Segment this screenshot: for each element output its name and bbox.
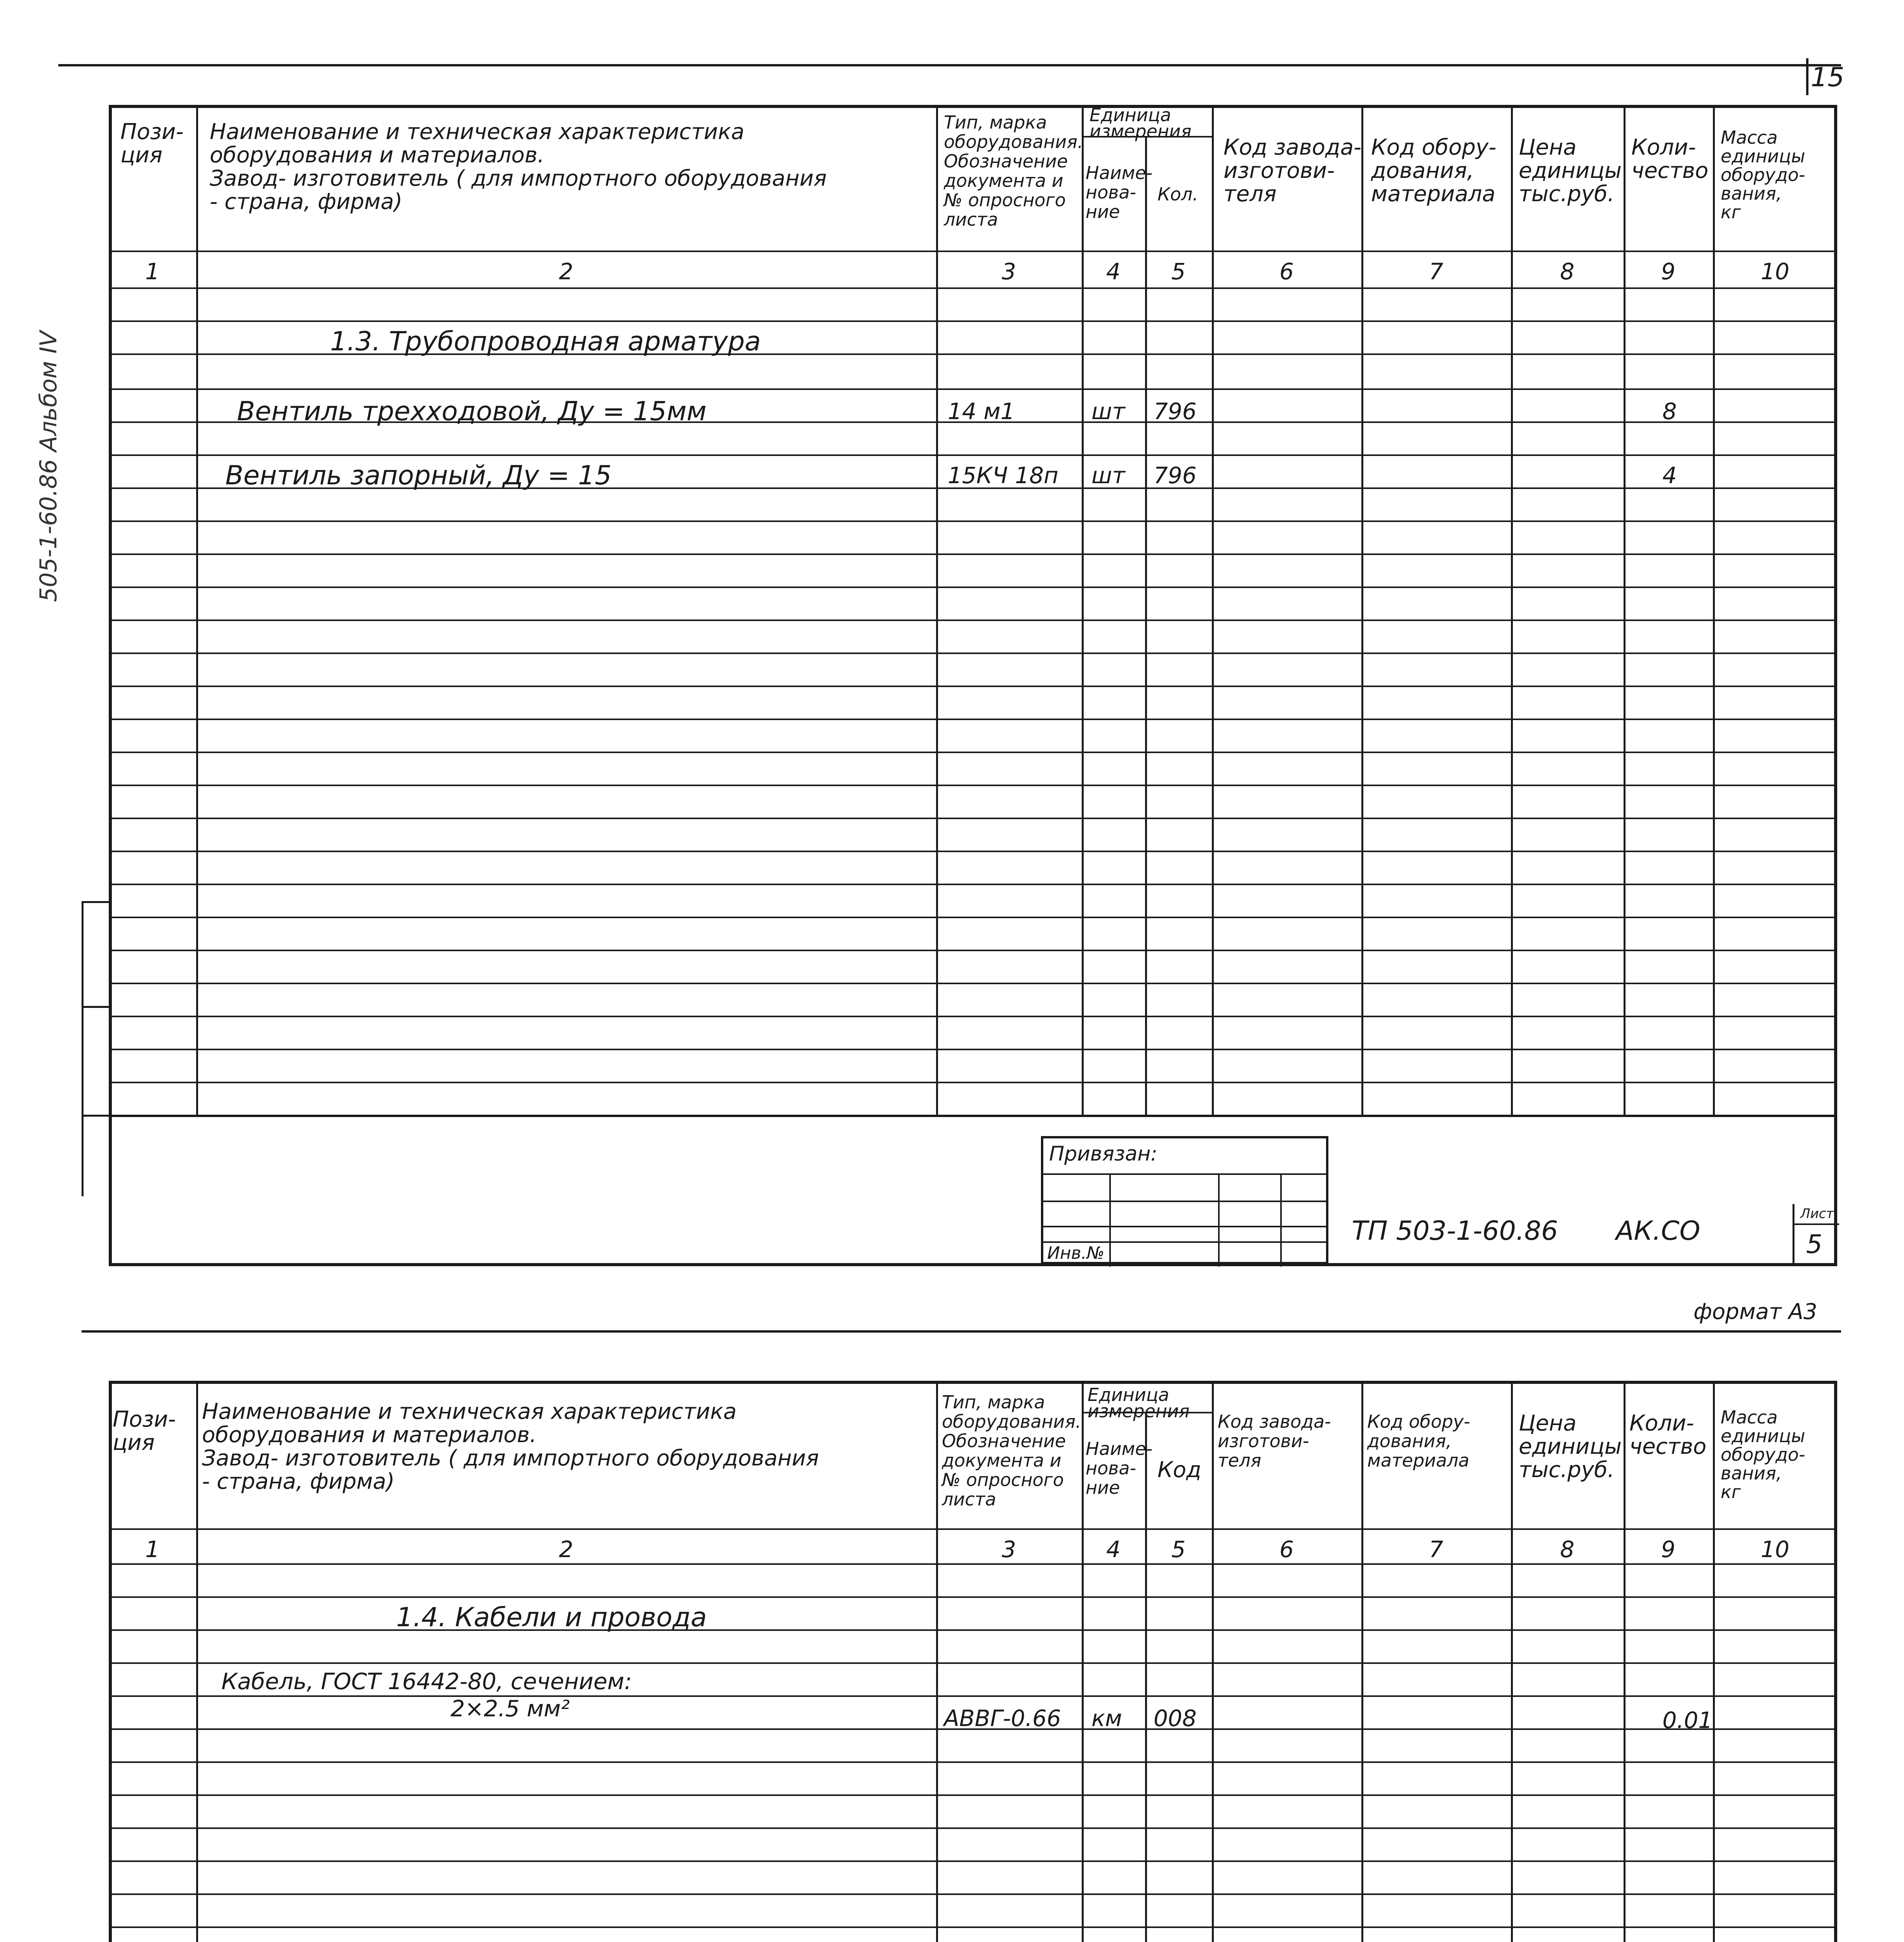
col-line: [1361, 105, 1363, 1115]
col-number: 5: [1171, 1536, 1186, 1563]
top-rule: [58, 64, 1841, 66]
row-code: 008: [1154, 1705, 1197, 1731]
col-number: 3: [1002, 258, 1016, 285]
col-line: [1713, 1381, 1715, 1942]
col-line: [196, 1381, 198, 1942]
format-label: формат А3: [1693, 1299, 1817, 1324]
doc-stage: АК.СО: [1616, 1216, 1700, 1246]
bound-label: Привязан:: [1049, 1142, 1157, 1166]
sheet-number-box: [1793, 1204, 1839, 1266]
inv-label: Инв.№: [1047, 1243, 1105, 1263]
col-number: 3: [1002, 1536, 1016, 1563]
section-title: 1.3. Трубопроводная арматура: [330, 326, 761, 357]
col-number: 1: [145, 1536, 160, 1563]
col-unit-code-header: Кол.: [1157, 184, 1198, 205]
col-name-header: Наименование и техническая характеристика оборудования и материалов. Завод- изготовитель ( для импортного оборудования - страна, фирма): [202, 1399, 819, 1494]
row-qty: 4: [1662, 462, 1677, 489]
col-unit-name-header: Наиме- нова- ние: [1086, 1438, 1153, 1498]
col-line: [1624, 1381, 1626, 1942]
col-number: 6: [1279, 1536, 1294, 1563]
row-type: 14 м1: [948, 398, 1015, 425]
col-mass-header: Масса единицы оборудо- вания, кг: [1721, 1407, 1805, 1502]
col-unit-group-header: Единица измерения: [1089, 104, 1192, 142]
col-line: [936, 105, 938, 1115]
col-line: [1082, 1381, 1084, 1942]
colnum-bottom-line: [109, 287, 1837, 289]
col-number: 4: [1106, 1536, 1121, 1563]
middle-rule: [82, 1330, 1841, 1333]
col-number: 8: [1560, 1536, 1575, 1563]
doc-code: ТП 503-1-60.86: [1352, 1216, 1558, 1246]
row-code: 796: [1154, 398, 1197, 425]
col-line: [1511, 105, 1513, 1115]
sheet-label: Лист: [1800, 1206, 1834, 1222]
col-mass-header: Масса единицы оборудо- вания, кг: [1721, 127, 1805, 223]
col-price-header: Цена единицы тыс.руб.: [1519, 1411, 1622, 1483]
col-number: 9: [1661, 258, 1676, 285]
col-number: 5: [1171, 258, 1186, 285]
header-bottom-line: [109, 251, 1837, 252]
colnum-bottom-line: [109, 1563, 1837, 1565]
row-name: Вентиль запорный, Ду = 15: [225, 460, 612, 491]
col-equip-code-header: Код обору- дования, материала: [1367, 1411, 1470, 1471]
col-plant-code-header: Код завода- изготови- теля: [1224, 135, 1362, 207]
section-title: 1.4. Кабели и провода: [396, 1602, 707, 1633]
col-line: [1624, 105, 1626, 1115]
col-line: [1361, 1381, 1363, 1942]
col-unit-name-header: Наиме- нова- ние: [1086, 162, 1153, 222]
col-equip-code-header: Код обору- дования, материала: [1371, 135, 1497, 207]
row-name: Кабель, ГОСТ 16442-80, сечением:: [221, 1668, 632, 1695]
side-mark: [82, 901, 84, 1196]
side-mark: [82, 901, 109, 903]
col-line: [1212, 1381, 1214, 1942]
row-type: 15КЧ 18п: [948, 462, 1058, 489]
col-line: [1212, 105, 1214, 1115]
header-bottom-line: [109, 1528, 1837, 1530]
col-number: 7: [1429, 258, 1443, 285]
sheet-number: 5: [1806, 1229, 1822, 1259]
col-pos-header: Пози- ция: [120, 119, 184, 168]
col-line: [1511, 1381, 1513, 1942]
sheet-2: [109, 1381, 1837, 1942]
col-line: [1082, 105, 1084, 1115]
col-type-header: Тип, марка оборудования. Обозначение документа и № опросного листа: [944, 112, 1083, 230]
col-price-header: Цена единицы тыс.руб.: [1519, 135, 1622, 207]
col-number: 9: [1661, 1536, 1676, 1563]
col-unit-code-header: Код: [1157, 1457, 1201, 1483]
margin-note: 505-1-60.86 Альбом IV: [35, 331, 62, 602]
col-number: 6: [1279, 258, 1294, 285]
col-number: 2: [559, 258, 573, 285]
col-line: [1713, 105, 1715, 1115]
col-qty-header: Коли- чество: [1631, 135, 1709, 183]
bound-stamp: [1041, 1136, 1328, 1264]
row-code: 796: [1154, 462, 1197, 489]
row-qty: 0.01: [1662, 1707, 1713, 1733]
col-number: 1: [145, 258, 160, 285]
row-name: Вентиль трехходовой, Ду = 15мм: [237, 396, 707, 427]
col-name-header: Наименование и техническая характеристика оборудования и материалов. Завод- изготовитель ( для импортного оборудования - страна, фирма): [210, 119, 827, 214]
col-qty-header: Коли- чество: [1629, 1411, 1707, 1459]
col-line: [936, 1381, 938, 1942]
sheet-1: [109, 105, 1837, 1266]
col-number: 10: [1761, 1536, 1789, 1563]
row-type: АВВГ-0.66: [944, 1705, 1061, 1731]
col-plant-code-header: Код завода- изготови- теля: [1218, 1411, 1331, 1471]
side-mark: [82, 1006, 109, 1008]
col-number: 2: [559, 1536, 573, 1563]
sheet-corner-number: 15: [1811, 62, 1845, 93]
side-mark: [82, 1115, 109, 1117]
col-pos-header: Пози- ция: [113, 1407, 176, 1455]
row-unit: шт: [1091, 398, 1125, 425]
col-number: 4: [1106, 258, 1121, 285]
col-number: 7: [1429, 1536, 1443, 1563]
row-unit: шт: [1091, 462, 1125, 489]
col-number: 10: [1761, 258, 1789, 285]
row-name-line2: 2×2.5 мм²: [451, 1695, 570, 1722]
row-unit: км: [1091, 1705, 1122, 1731]
row-qty: 8: [1662, 398, 1677, 425]
col-line: [196, 105, 198, 1115]
col-number: 8: [1560, 258, 1575, 285]
col-unit-group-header: Единица измерения: [1088, 1384, 1190, 1422]
col-type-header: Тип, марка оборудования. Обозначение документа и № опросного листа: [942, 1392, 1081, 1510]
